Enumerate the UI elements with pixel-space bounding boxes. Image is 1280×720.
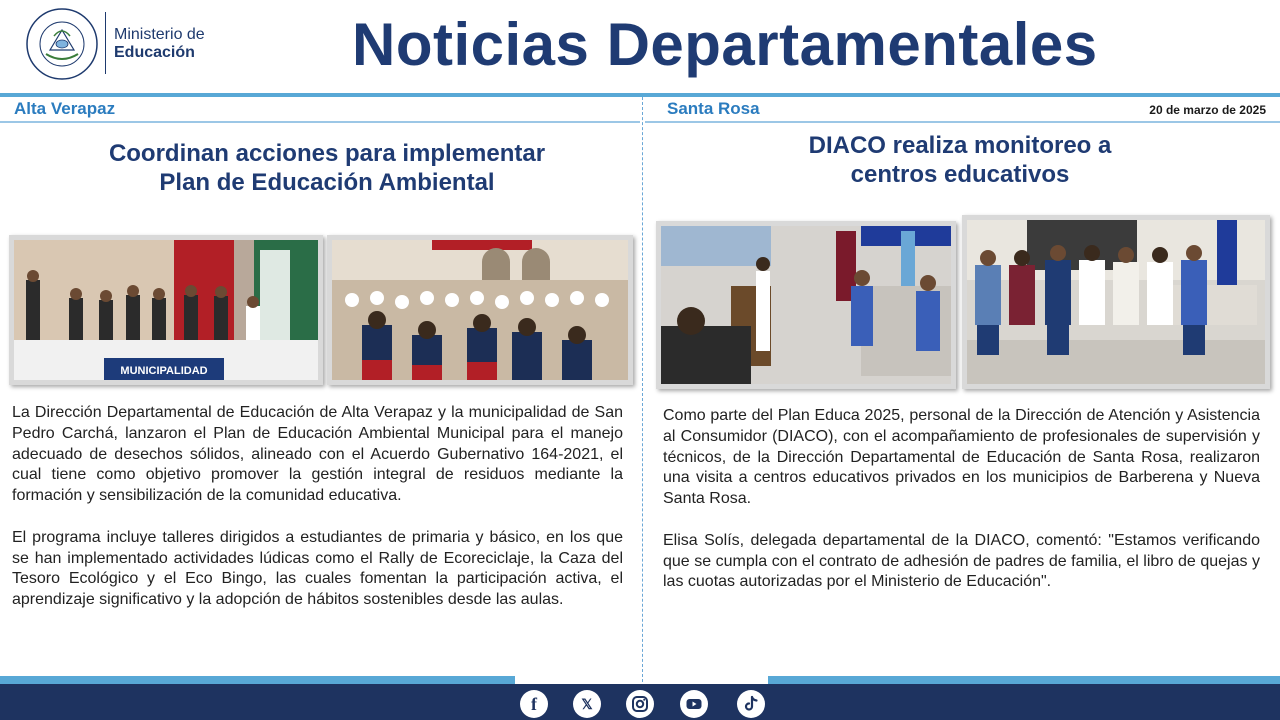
headline-left-line2: Plan de Educación Ambiental xyxy=(159,169,495,196)
ministry-line1: Ministerio de xyxy=(114,26,205,43)
x-glyph: 𝕏 xyxy=(581,695,593,712)
section-label-alta-verapaz: Alta Verapaz xyxy=(14,99,116,118)
x-icon[interactable] xyxy=(573,690,601,718)
section-underline-right xyxy=(645,121,1280,123)
page-title: Noticias Departamentales xyxy=(352,11,1098,78)
youtube-icon[interactable] xyxy=(680,690,708,718)
article-body-right xyxy=(663,406,1260,614)
article-right-paragraph-1: Como parte del Plan Educa 2025, personal de la Dirección de Atención y Asistencia al Consumidor (DIACO), con el acompañamiento de profesionales de supervisión y técnicos, de la Dirección Departamental de Educación de Santa Rosa, realizaron una visita a centros educativos privados en los municipios de Barberena y Nueva Santa Rosa. xyxy=(663,407,1260,508)
photo-alta-verapaz-students-audience xyxy=(327,235,633,385)
photo-alta-verapaz-event-stage xyxy=(9,235,323,385)
footer-accent-right xyxy=(768,676,1280,684)
guatemala-seal-logo xyxy=(24,6,100,82)
article-right-paragraph-2: Elisa Solís, delegada departamental de la DIACO, comentó: "Estamos verificando que se cumpla con el contrato de adhesión de padres de familia, el libro de quejas y las cuotas autorizadas por el Ministerio de Educación". xyxy=(663,531,1260,591)
photo-santa-rosa-group xyxy=(962,215,1270,389)
instagram-icon[interactable] xyxy=(626,690,654,718)
headline-right-line1: DIACO realiza monitoreo a xyxy=(808,132,1112,159)
logo-divider xyxy=(105,12,106,74)
headline-left-line1: Coordinan acciones para implementar xyxy=(108,140,546,167)
footer-accent-left xyxy=(0,676,515,684)
section-underline-left xyxy=(0,121,640,123)
headline-left xyxy=(30,139,624,197)
tiktok-icon[interactable] xyxy=(737,690,765,718)
section-label-santa-rosa: Santa Rosa xyxy=(667,99,760,118)
facebook-glyph: f xyxy=(531,693,537,714)
ministry-line2: Educación xyxy=(114,44,195,61)
header xyxy=(0,0,1280,94)
facebook-icon[interactable] xyxy=(520,690,548,718)
headline-right-line2: centros educativos xyxy=(850,161,1070,188)
article-body-left xyxy=(12,403,623,632)
photo-banner-text: MUNICIPALIDAD xyxy=(120,365,208,377)
photo-santa-rosa-diaco-office xyxy=(656,221,956,389)
article-left-paragraph-1: La Dirección Departamental de Educación de Alta Verapaz y la municipalidad de San Pedro Carchá, lanzaron el Plan de Educación Ambiental Municipal para el manejo adecuado de desechos sólidos, alineado con el Acuerdo Gubernativo 164-2021, el cual tiene como objetivo promover la gestión integral de residuos mediante la formación y sensibilización de la comunidad educativa. xyxy=(12,404,623,505)
ministry-logo-text xyxy=(114,26,205,62)
column-divider xyxy=(642,97,643,682)
top-rule xyxy=(0,93,1280,97)
publication-date: 20 de marzo de 2025 xyxy=(1149,103,1266,117)
article-left-paragraph-2: El programa incluye talleres dirigidos a estudiantes de primaria y básico, en los que se han implementado actividades lúdicas como el Rally de Ecoreciclaje, la Caza del Tesoro Ecológico y el Eco Bingo, las cuales fomentan la participación activa, el aprendizaje significativo y la adopción de hábitos sostenibles desde las aulas. xyxy=(12,528,623,609)
headline-right xyxy=(660,131,1260,189)
